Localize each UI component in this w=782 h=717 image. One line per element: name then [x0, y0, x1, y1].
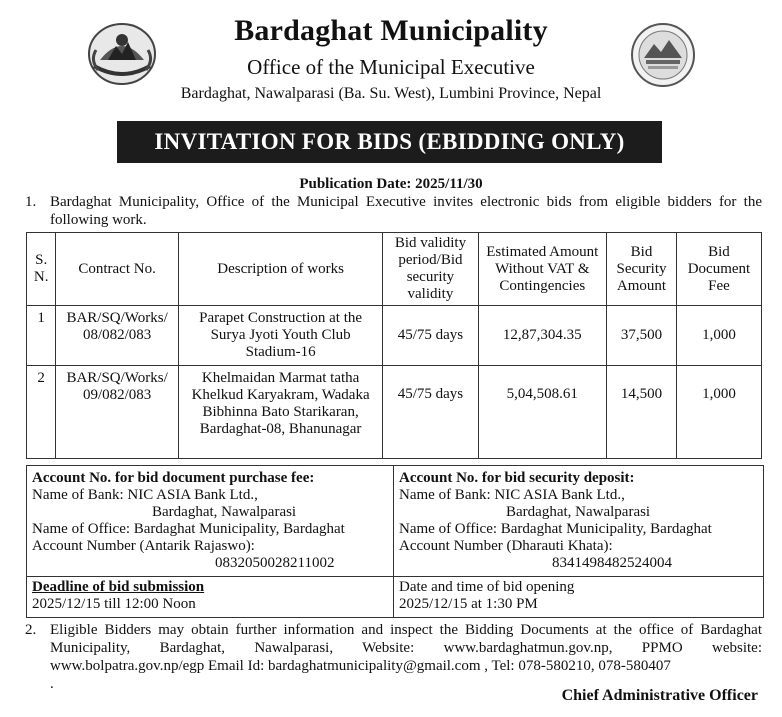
office-subtitle: Office of the Municipal Executive	[247, 55, 535, 79]
header-security: Bid Security Amount	[607, 233, 677, 306]
page-title: Bardaghat Municipality	[234, 14, 548, 47]
header-fee: Bid Document Fee	[676, 233, 761, 306]
cell-fee: 1,000	[676, 306, 761, 366]
cell-validity: 45/75 days	[383, 306, 478, 366]
deadline-heading: Deadline of bid submission	[32, 579, 205, 595]
invitation-banner: INVITATION FOR BIDS (EBIDDING ONLY)	[117, 121, 662, 163]
table-row	[27, 366, 762, 459]
cell-description: Parapet Construction at the Surya Jyoti Youth Club Stadium-16	[178, 306, 383, 366]
cell-security: 14,500	[607, 366, 677, 459]
header-estimated: Estimated Amount Without VAT & Contingencies	[478, 233, 607, 306]
publication-date: Publication Date: 2025/11/30	[299, 176, 483, 192]
security-office-name: Name of Office: Bardaghat Municipality, Bardaghat	[399, 521, 712, 537]
cell-estimated: 12,87,304.35	[478, 306, 607, 366]
cell-contract: BAR/SQ/Works/ 09/082/083	[56, 366, 179, 459]
horizontal-divider	[27, 576, 763, 577]
opening-value: 2025/12/15 at 1:30 PM	[399, 596, 538, 612]
cell-fee: 1,000	[676, 366, 761, 459]
table-row	[27, 306, 762, 366]
security-account-label: Account Number (Dharauti Khata):	[399, 538, 613, 554]
header-validity: Bid validity period/Bid security validity	[383, 233, 478, 306]
cell-estimated: 5,04,508.61	[478, 366, 607, 459]
opening-heading: Date and time of bid opening	[399, 579, 575, 595]
fee-account-number: 0832050028211002	[215, 555, 335, 571]
para2-text	[50, 621, 762, 693]
security-account-number: 8341498482524004	[552, 555, 672, 571]
vertical-divider	[393, 466, 394, 617]
office-address: Bardaghat, Nawalparasi (Ba. Su. West), Lumbini Province, Nepal	[180, 85, 602, 102]
fee-office-name: Name of Office: Bardaghat Municipality, Bardaghat	[32, 521, 345, 537]
para2-trailing: .	[50, 676, 54, 692]
para1-text: Bardaghat Municipality, Office of the Municipal Executive invites electronic bids from eligible bidders for the following work.	[50, 194, 762, 228]
cell-contract: BAR/SQ/Works/ 08/082/083	[56, 306, 179, 366]
fee-bank-name: Name of Bank: NIC ASIA Bank Ltd.,	[32, 487, 258, 503]
fee-account-heading: Account No. for bid document purchase fee:	[32, 470, 315, 486]
para2-body: Eligible Bidders may obtain further information and inspect the Bidding Documents at the office of Bardaghat Municipality, Bardaghat, Nawalparasi, Website: www.bardaghatmun.gov.np, PPMO website: www.bolpatra.gov.np/egp Email Id: bardaghatmunicipality@gmail.com , Tel: 078-580210, 078-580407	[50, 622, 762, 674]
cell-description: Khelmaidan Marmat tatha Khelkud Karyakram, Wadaka Bibhinna Bato Starikaran, Bardaghat-08, Bhanunagar	[178, 366, 383, 459]
fee-account-label: Account Number (Antarik Rajaswo):	[32, 538, 255, 554]
header-description: Description of works	[178, 233, 383, 306]
header-contract: Contract No.	[56, 233, 179, 306]
security-bank-name: Name of Bank: NIC ASIA Bank Ltd.,	[399, 487, 625, 503]
signature-title: Chief Administrative Officer	[561, 687, 758, 704]
security-bank-branch: Bardaghat, Nawalparasi	[506, 504, 651, 520]
cell-sn: 1	[27, 306, 56, 366]
cell-validity: 45/75 days	[383, 366, 478, 459]
para2-number: 2.	[25, 622, 37, 638]
para1-number: 1.	[25, 194, 37, 210]
deadline-value: 2025/12/15 till 12:00 Noon	[32, 596, 196, 612]
fee-bank-branch: Bardaghat, Nawalparasi	[152, 504, 297, 520]
accounts-box	[26, 465, 764, 618]
cell-sn: 2	[27, 366, 56, 459]
cell-security: 37,500	[607, 306, 677, 366]
table-header-row	[27, 233, 762, 306]
security-account-heading: Account No. for bid security deposit:	[399, 470, 635, 486]
bids-table	[26, 232, 762, 459]
header-sn: S. N.	[27, 233, 56, 306]
